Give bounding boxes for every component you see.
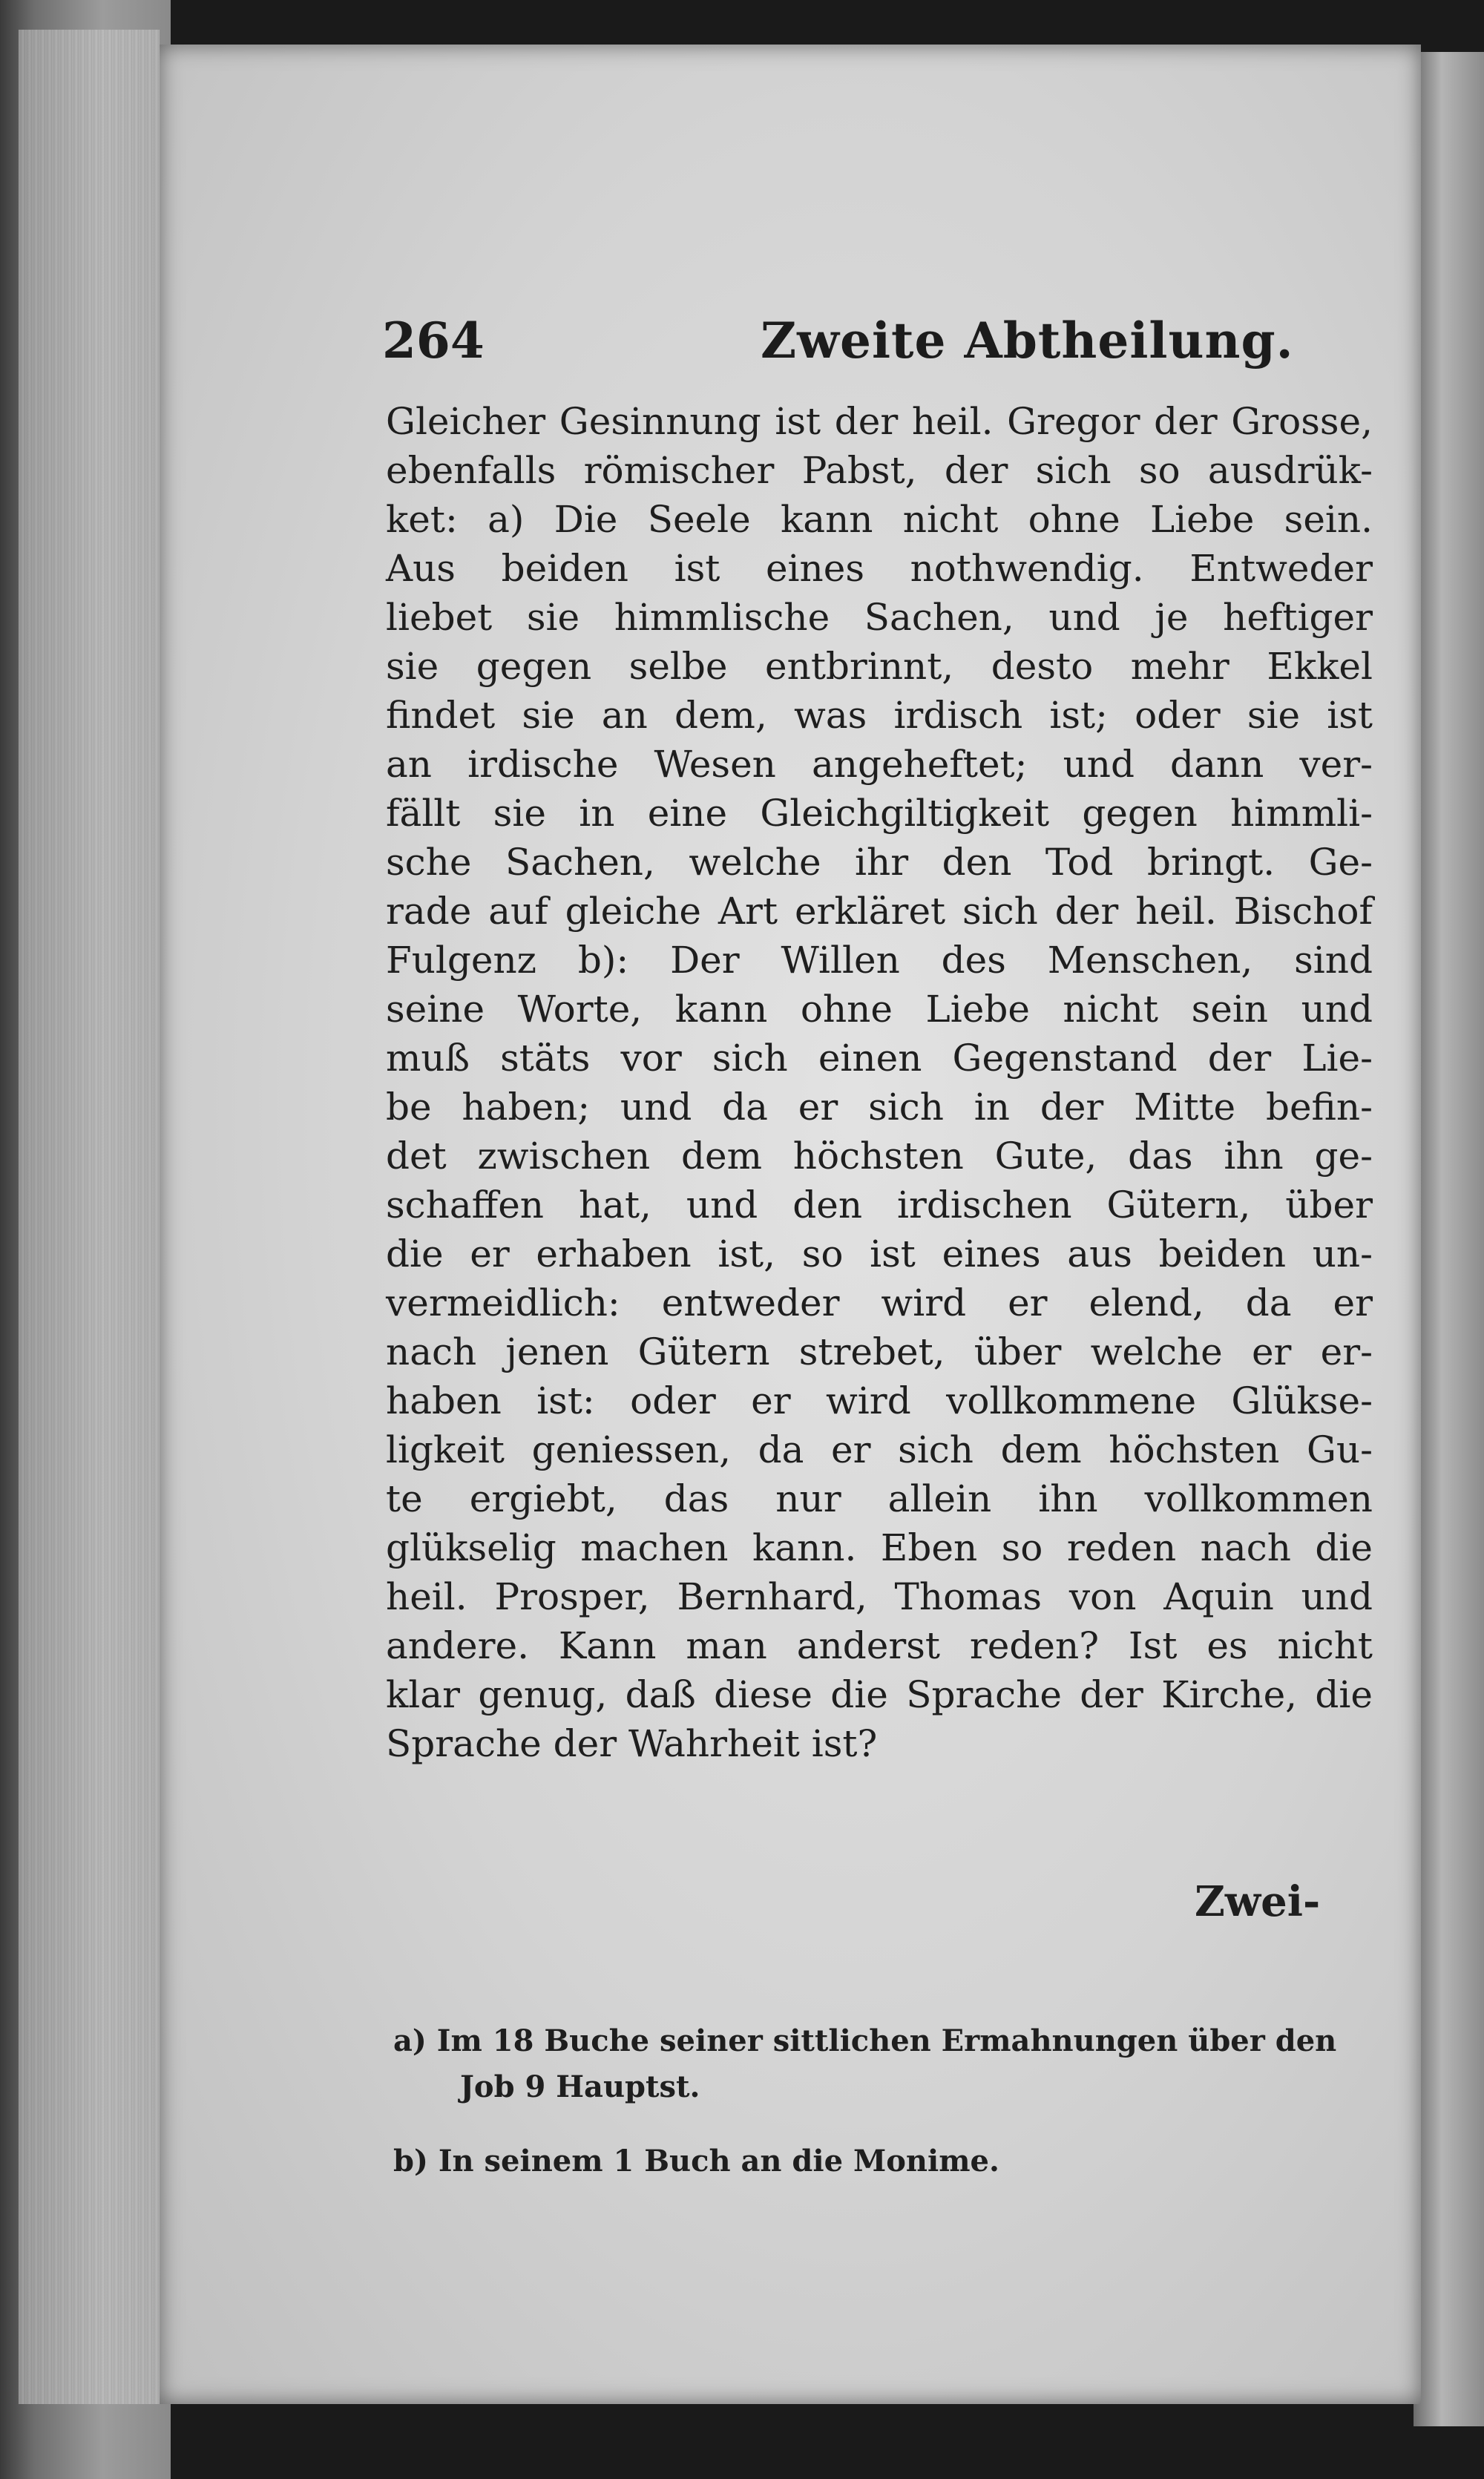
footnotes: [393, 2018, 1373, 2184]
text-line: andere. Kann man anderst reden? Ist es nicht: [386, 1624, 1373, 1667]
text-line: muß stäts vor sich einen Gegenstand der Lie-: [386, 1037, 1373, 1080]
body-text: [386, 397, 1373, 1768]
text-line: findet sie an dem, was irdisch ist; oder sie ist: [386, 694, 1373, 737]
page-number: 264: [382, 312, 485, 370]
text-line: vermeidlich: entweder wird er elend, da er: [386, 1281, 1373, 1324]
text-line: Aus beiden ist eines nothwendig. Entweder: [386, 547, 1373, 590]
text-line: Gleicher Gesinnung ist der heil. Gregor der Grosse,: [386, 400, 1373, 443]
text-line: sie gegen selbe entbrinnt, desto mehr Ekkel: [386, 645, 1373, 688]
text-line: te ergiebt, das nur allein ihn vollkommen: [386, 1477, 1373, 1520]
footnote-a: [393, 2018, 1373, 2110]
text-line: Sprache der Wahrheit ist?: [386, 1722, 878, 1765]
footnote-line: Job 9 Hauptst.: [460, 2069, 700, 2104]
text-line: die er erhaben ist, so ist eines aus beiden un-: [386, 1232, 1373, 1275]
footnote-line: a) Im 18 Buche seiner sittlichen Ermahnungen über den: [393, 2023, 1337, 2058]
text-line: sche Sachen, welche ihr den Tod bringt. Ge-: [386, 841, 1373, 884]
text-line: liebet sie himmlische Sachen, und je heftiger: [386, 596, 1373, 639]
text-line: ligkeit geniessen, da er sich dem höchsten Gu-: [386, 1428, 1373, 1471]
page-header: [223, 312, 1380, 393]
running-title: Zweite Abtheilung.: [761, 312, 1294, 370]
text-line: heil. Prosper, Bernhard, Thomas von Aquin und: [386, 1575, 1373, 1618]
text-line: Fulgenz b): Der Willen des Menschen, sind: [386, 939, 1373, 982]
catchword: Zwei-: [1195, 1877, 1321, 1926]
book-spine: [0, 0, 171, 2479]
footnote-b: [393, 2138, 1373, 2184]
text-line: an irdische Wesen angeheftet; und dann ver-: [386, 743, 1373, 786]
text-line: be haben; und da er sich in der Mitte befin-: [386, 1086, 1373, 1129]
text-line: det zwischen dem höchsten Gute, das ihn ge-: [386, 1135, 1373, 1178]
page-edges: [19, 30, 160, 2404]
text-line: seine Worte, kann ohne Liebe nicht sein und: [386, 988, 1373, 1031]
text-line: rade auf gleiche Art erkläret sich der heil. Bischof: [386, 890, 1373, 933]
text-line: klar genug, daß diese die Sprache der Kirche, die: [386, 1673, 1373, 1716]
text-line: schaffen hat, und den irdischen Gütern, über: [386, 1183, 1373, 1227]
text-line: ket: a) Die Seele kann nicht ohne Liebe sein.: [386, 498, 1373, 541]
text-line: nach jenen Gütern strebet, über welche er er-: [386, 1330, 1373, 1373]
text-line: fällt sie in eine Gleichgiltigkeit gegen himmli-: [386, 792, 1373, 835]
facing-page-edge: [1414, 52, 1484, 2426]
text-line: haben ist: oder er wird vollkommene Glükse-: [386, 1379, 1373, 1422]
text-line: ebenfalls römischer Pabst, der sich so ausdrük-: [386, 449, 1373, 492]
text-line: glükselig machen kann. Eben so reden nach die: [386, 1526, 1373, 1569]
footnote-line: b) In seinem 1 Buch an die Monime.: [393, 2144, 999, 2178]
